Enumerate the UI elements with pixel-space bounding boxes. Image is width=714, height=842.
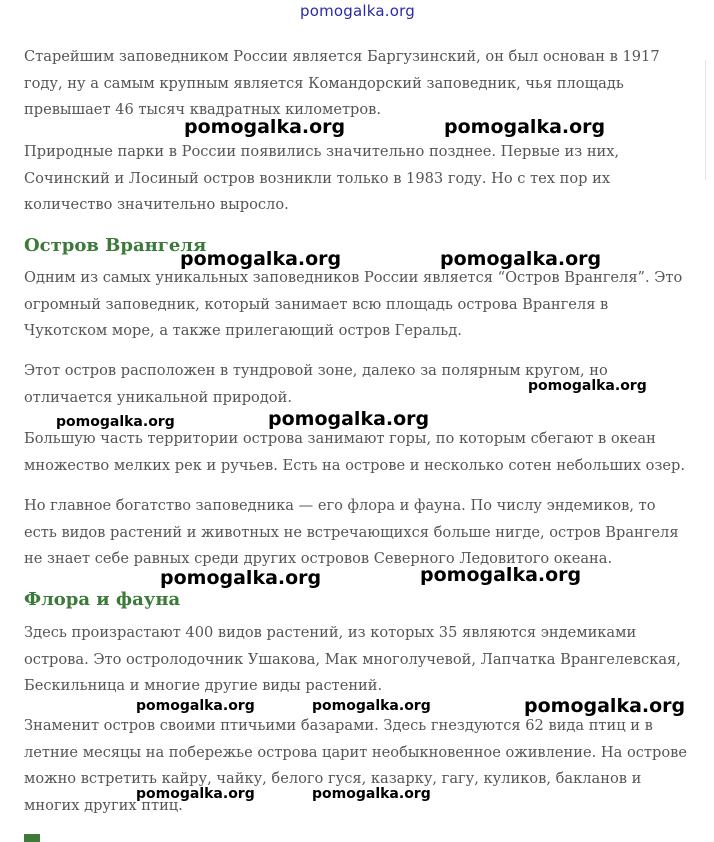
watermark: pomogalka.org [56, 414, 175, 430]
watermark: pomogalka.org [136, 698, 255, 714]
page-edge-divider [705, 60, 714, 180]
watermark: pomogalka.org [312, 786, 431, 802]
paragraph-flora-plants: Здесь произрастают 400 видов растений, из которых 35 являются эндемиками острова. Это остролодочник Ушакова, Мак многолучевой, Лапчатка Врангелевская, Бескильница и многие другие виды растений. [24, 624, 681, 694]
watermark: pomogalka.org [180, 248, 342, 270]
watermark: pomogalka.org [160, 567, 322, 589]
paragraph-oldest-reserve: Старейшим заповедником России является Баргузинский, он был основан в 1917 году, ну а самым крупным является Командорский заповедник, чья площадь превышает 46 тысяч квадратных километров. [24, 48, 660, 118]
watermark: pomogalka.org [184, 116, 346, 138]
paragraph-fauna-birds: Знаменит остров своими птичьими базарами. Здесь гнездуются 62 вида птиц и в летние месяцы на побережье острова царит необыкновенное оживление. На острове можно встретить кайру, чайку, белого гуся, казарку, гагу, куликов, бакланов и многих других птиц. [24, 717, 687, 814]
watermark: pomogalka.org [528, 378, 647, 394]
next-heading-fragment [24, 834, 40, 842]
paragraph-natural-parks: Природные парки в России появились значительно позднее. Первые из них, Сочинский и Лосиный остров возникли только в 1983 году. Но с тех пор их количество значительно выросло. [24, 143, 620, 213]
watermark: pomogalka.org [444, 116, 606, 138]
site-mark: pomogalka.org [300, 2, 415, 20]
watermark: pomogalka.org [524, 695, 686, 717]
watermark: pomogalka.org [136, 786, 255, 802]
paragraph-wrangel-endemics: Но главное богатство заповедника — его флора и фауна. По числу эндемиков, то есть видов растений и животных не встречающихся больше нигде, остров Врангеля не знает себе равных среди других островов Северного Ледовитого океана. [24, 497, 679, 567]
watermark: pomogalka.org [268, 408, 430, 430]
paragraph-wrangel-intro: Одним из самых уникальных заповедников России является “Остров Врангеля”. Это огромный заповедник, который занимает всю площадь острова Врангеля в Чукотском море, а также прилегающий остров Геральд. [24, 269, 683, 339]
paragraph-wrangel-tundra: Этот остров расположен в тундровой зоне, далеко за полярным кругом, но отличается уникальной природой. [24, 362, 608, 406]
heading-wrangel-island: Остров Врангеля [24, 235, 207, 256]
paragraph-wrangel-mountains: Большую часть территории острова занимают горы, по которым сбегают в океан множество мелких рек и ручьев. Есть на острове и несколько сотен небольших озер. [24, 430, 686, 474]
watermark: pomogalka.org [420, 564, 582, 586]
watermark: pomogalka.org [440, 248, 602, 270]
watermark: pomogalka.org [312, 698, 431, 714]
heading-flora-fauna: Флора и фауна [24, 589, 181, 610]
